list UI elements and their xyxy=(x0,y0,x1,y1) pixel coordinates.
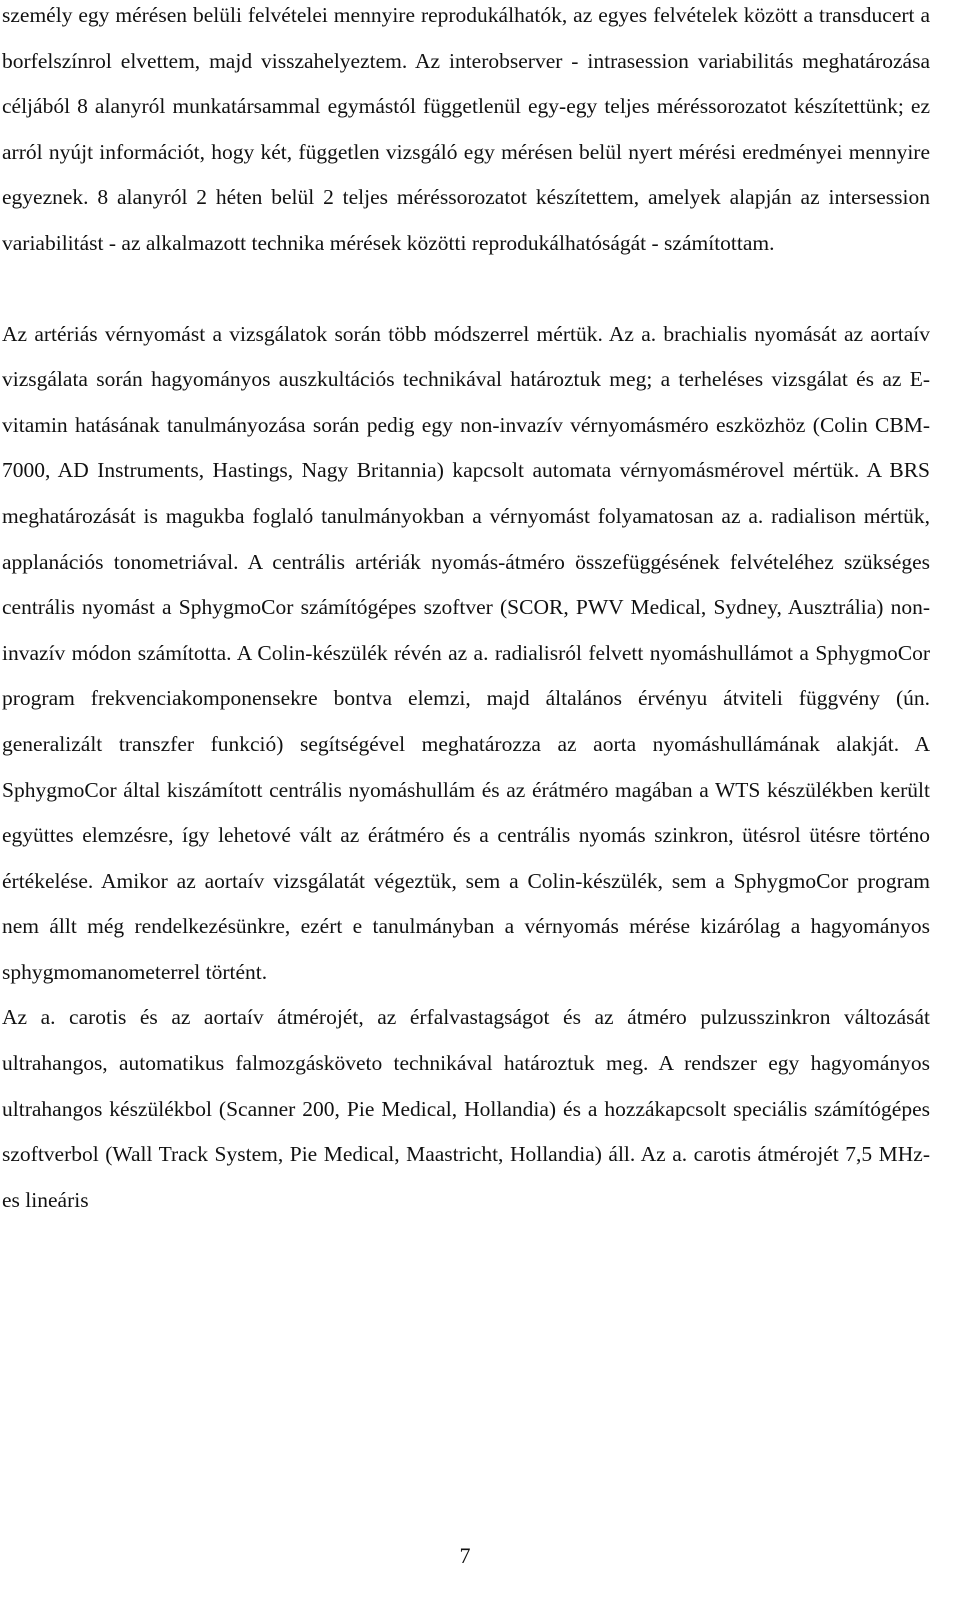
page-number: 7 xyxy=(459,1543,471,1568)
paragraph-blood-pressure: Az artériás vérnyomást a vizsgálatok során több módszerrel mértük. Az a. brachialis nyomását az aortaív vizsgálata során hagyományos auszkultációs technikával határoztuk meg; a terheléses vizsgálat és az E-vitamin hatásának tanulmányozása során pedig egy non-invazív vérnyomásméro eszközhöz (Colin CBM-7000, AD Instruments, Hastings, Nagy Britannia) kapcsolt automata vérnyomásmérovel mértük. A BRS meghatározását is magukba foglaló tanulmányokban a vérnyomást folyamatosan az a. radialison mértük, applanációs tonometriával. A centrális artériák nyomás-átméro összefüggésének felvételéhez szükséges centrális nyomást a SphygmoCor számítógépes szoftver (SCOR, PWV Medical, Sydney, Ausztrália) non-invazív módon számította. A Colin-készülék révén az a. radialisról felvett nyomáshullámot a SphygmoCor program frekvenciakomponensekre bontva elemzi, majd általános érvényu átviteli függvény (ún. generalizált transzfer funkció) segítségével meghatározza az aorta nyomáshullámának alakját. A SphygmoCor által kiszámított centrális nyomáshullám és az érátméro magában a WTS készülékben került együttes elemzésre, így lehetové vált az érátméro és a centrális nyomás szinkron, ütésrol ütésre történo értékelése. Amikor az aortaív vizsgálatát végeztük, sem a Colin-készülék, sem a SphygmoCor program nem állt még rendelkezésünkre, ezért e tanulmányban a vérnyomás mérése kizárólag a hagyományos sphygmomanometerrel történt. xyxy=(2,321,930,984)
paragraph-reproducibility: személy egy mérésen belüli felvételei mennyire reprodukálhatók, az egyes felvételek között a transducert a borfelszínrol elvettem, majd visszahelyeztem. Az interobserver - intrasession variabilitás meghatározása céljából 8 alanyról munkatársammal egymástól függetlenül egy-egy teljes méréssorozatot készítettünk; ez arról nyújt információt, hogy két, független vizsgáló egy mérésen belül nyert mérési eredményei mennyire egyeznek. 8 alanyról 2 héten belül 2 teljes méréssorozatot készítettem, amelyek alapján az intersession variabilitást - az alkalmazott technika mérések közötti reprodukálhatóságát - számítottam. xyxy=(2,3,930,255)
paragraph-diameter-measurement: Az a. carotis és az aortaív átmérojét, az érfalvastagságot és az átméro pulzusszinkron változását ultrahangos, automatikus falmozgásköveto technikával határoztuk meg. A rendszer egy hagyományos ultrahangos készülékbol (Scanner 200, Pie Medical, Hollandia) és a hozzákapcsolt speciális számítógépes szoftverbol (Wall Track System, Pie Medical, Maastricht, Hollandia) áll. Az a. carotis átmérojét 7,5 MHz-es lineáris xyxy=(2,1005,930,1212)
